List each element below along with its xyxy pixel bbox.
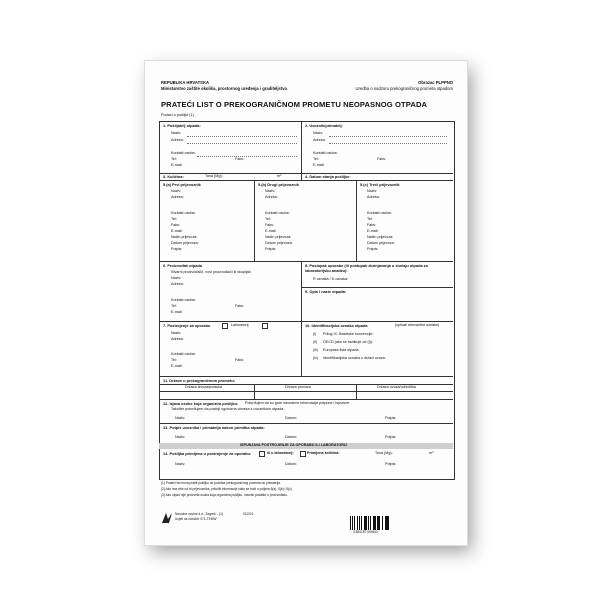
s1-email-label: E-mail: (171, 163, 183, 167)
section-13-title: 13. Potpis uvoznika / primatelja nakon primitka otpada: (163, 425, 265, 430)
section-12-title: 12. Izjava osobe koja organizira pošiljku: (163, 401, 239, 406)
s10-i-label: Prilog IX. Baselske konvencije: (323, 332, 374, 336)
section-14-title: 14. Pošiljka primljena u postrojenje za oporabu: (163, 451, 252, 456)
form-code: Obrazac PLPPNO (418, 80, 453, 85)
s1-kontakt-label: Kontakt osoba: (171, 151, 196, 155)
footnote-2: (2) Ako ima više od tri prijevoznika, priložiti informacije kako se traži u poljima 5(a), 5(b) i 5(c). (161, 487, 293, 491)
s5c-nacin-label: Način prijevoza: (367, 235, 394, 239)
s13-naziv-label: Naziv: (175, 435, 186, 439)
printer-line-2: Uvjeti na naručiti: 071-TEMW (175, 517, 217, 521)
s14-lab-checkbox[interactable] (300, 451, 306, 457)
section-9-title: 9. Opis i naziv otpada: (305, 289, 347, 294)
printer-code: 011021 (243, 512, 254, 516)
s3-m3-label: m³ (277, 174, 282, 178)
ministry-name: Ministarstvo zaštite okoliša, prostornog uređenja i graditeljstva (161, 86, 287, 91)
barcode-number: 3 850187 069403 (353, 530, 378, 534)
s3-tona-label: Tona (Mg): (205, 174, 223, 178)
recovery-facility-checkbox[interactable] (222, 323, 228, 329)
page-title: PRATEĆI LIST O PREKOGRANIČNOM PROMETU NEOPASNOG OTPADA (161, 100, 428, 109)
s14-qty-label: Primljena količina: (307, 451, 340, 455)
s5b-potpis-label: Potpis: (265, 247, 277, 251)
s12-statement-2: Također potvrđujem da postoji ugovorna obveza s uvoznikom otpada. (171, 407, 285, 411)
s5a-adresa-label: Adresa: (171, 195, 184, 199)
s2-naziv-label: Naziv: (313, 131, 324, 135)
facility-banner-text: ISPUNJAVA POSTROJENJE ZA OPORABU ILI LABORATORIJ (240, 443, 348, 448)
s2-faks-label: Faks: (377, 157, 387, 161)
s2-kontakt-label: Kontakt osoba: (313, 151, 338, 155)
s6-kontakt-label: Kontakt osoba: (171, 298, 196, 302)
s5c-datum-label: Datum prijevoza: (367, 241, 395, 245)
s5a-potpis-label: Potpis: (171, 247, 183, 251)
s13-datum-label: Datum: (285, 435, 297, 439)
section-11-title: 11. Države u prekograničnom prometu: (163, 378, 235, 383)
s5b-tel-label: Tel: (265, 217, 271, 221)
country-name: REPUBLIKA HRVATSKA (161, 80, 210, 85)
footnote-3: (3) Ako otpad nije proizvela osoba koja organizira pošiljku, navesti podatke o proizvođaču. (161, 493, 288, 497)
s6-naziv-label: Naziv: (171, 276, 182, 280)
s1-naziv-line[interactable] (187, 136, 297, 137)
s5b-datum-label: Datum prijevoza: (265, 241, 293, 245)
form-sheet (144, 60, 468, 546)
s12-datum-label: Datum: (285, 416, 297, 420)
s5a-datum-label: Datum prijevoza: (171, 241, 199, 245)
barcode-bar (389, 516, 391, 530)
section-5c-title: 5.(c) Treći prijevoznik (360, 182, 400, 187)
s7-adresa-label: Adresa: (171, 337, 184, 341)
s1-kontakt-line[interactable] (197, 156, 297, 157)
s2-naziv-line[interactable] (329, 136, 447, 137)
section-5a-title: 5.(a) Prvi prijevoznik (163, 182, 201, 187)
s10-sub: (upisati relevantne oznake) (395, 323, 440, 327)
s14-lab-label: ili u laboratorij: (267, 451, 294, 455)
s2-adresa-line[interactable] (329, 143, 447, 144)
s10-iv-label: Identifikacijska oznaka u državi uvoza: (323, 356, 386, 360)
printer-line-1: Narodne novine d.d., Zagreb – (1) (175, 512, 224, 516)
s12-statement-1: Potvrđujem da su gore navedene informacije potpune i ispravne. (245, 401, 351, 405)
regulation-name: Uredba o nadzoru prekograničnog prometa otpadom (355, 86, 453, 91)
s11-transit-country-header: Država provoza (285, 385, 311, 389)
s5b-adresa-label: Adresa: (265, 195, 278, 199)
barcode (350, 516, 408, 530)
s6-adresa-label: Adresa: (171, 282, 184, 286)
s5b-email-label: E-mail: (265, 229, 277, 233)
s2-adresa-label: Adresa: (313, 138, 326, 142)
s14-m3-label: m³ (429, 451, 434, 455)
footnote-1: (1) Prateći list mora pratiti pošiljku od početka prekograničnog prometa do primatelja. (161, 481, 281, 485)
s5a-nacin-label: Način prijevoza: (171, 235, 198, 239)
s6-faks-label: Faks: (235, 304, 245, 308)
s1-adresa-line[interactable] (187, 143, 297, 144)
s7-faks-label: Faks: (235, 358, 245, 362)
s5a-naziv-label: Naziv: (171, 189, 182, 193)
s2-tel-label: Tel: (313, 157, 319, 161)
s7-lab-label: Laboratorij (231, 323, 249, 327)
s5c-email-label: E-mail: (367, 229, 379, 233)
s14-potpis-label: Potpis: (385, 462, 397, 466)
s6-note: Stvarni proizvođač/i, novi proizvođač/i ili skupljač: (171, 270, 252, 274)
s5c-potpis-label: Potpis: (367, 247, 379, 251)
s10-i-mark: (i) (313, 332, 317, 336)
s5b-naziv-label: Naziv: (265, 189, 276, 193)
s10-iii-label: Europska lista otpada: (323, 348, 360, 352)
section-6-title: 6. Proizvođač otpada (163, 263, 202, 268)
section-2-title: 2. Uvoznik/primatelj: (305, 123, 343, 128)
s2-email-label: E-mail: (313, 163, 325, 167)
s1-tel-label: Tel: (171, 157, 177, 161)
s10-iv-mark: (iv) (313, 356, 319, 360)
s6-email-label: E-mail: (171, 310, 183, 314)
s1-adresa-label: Adresa: (171, 138, 184, 142)
s7-email-label: E-mail: (171, 364, 183, 368)
laboratory-checkbox[interactable] (262, 323, 268, 329)
s6-tel-label: Tel: (171, 304, 177, 308)
s7-naziv-label: Naziv: (171, 331, 182, 335)
s14-naziv-label: Naziv: (175, 462, 186, 466)
s10-iii-mark: (iii) (313, 348, 318, 352)
s8-code-label: R oznaka / D oznaka: (313, 277, 349, 281)
s5c-naziv-label: Naziv: (367, 189, 378, 193)
s5a-email-label: E-mail: (171, 229, 183, 233)
s5b-faks-label: Faks: (265, 223, 275, 227)
s5c-kontakt-label: Kontakt osoba: (367, 211, 392, 215)
s14-datum-label: Datum: (285, 462, 297, 466)
s5a-faks-label: Faks: (171, 223, 181, 227)
s12-naziv-label: Naziv: (175, 416, 186, 420)
s10-ii-mark: (ii) (313, 340, 318, 344)
s10-ii-label: OECD (ako se razlikuje od (i)): (323, 340, 373, 344)
section-10-title: 10. Identifikacijska oznaka otpada (305, 323, 368, 328)
s12-potpis-label: Potpis: (385, 416, 397, 420)
s13-potpis-label: Potpis: (385, 435, 397, 439)
s5c-tel-label: Tel: (367, 217, 373, 221)
shipment-note: Podaci o pošiljci (1) (161, 113, 194, 117)
section-1-title: 1. Pošiljatelj otpada: (163, 123, 201, 128)
section-3-title: 3. Količina: (163, 174, 184, 179)
section-8-title: 8. Postupak oporabe (ili postupak zbrinjavanja u slučaju otpada za laboratorijsku analizu): (305, 263, 428, 273)
s5b-kontakt-label: Kontakt osoba: (265, 211, 290, 215)
s5c-faks-label: Faks: (367, 223, 377, 227)
s11-export-country-header: Država izvoza/polaska (185, 385, 222, 389)
s7-kontakt-label: Kontakt osoba: (171, 352, 196, 356)
s14-tona-label: Tona (Mg): (375, 451, 393, 455)
s1-naziv-label: Naziv: (171, 131, 182, 135)
s11-import-country-header: Država uvoza/odredišta (377, 385, 416, 389)
s14-facility-checkbox[interactable] (259, 451, 265, 457)
s5c-adresa-label: Adresa: (367, 195, 380, 199)
section-5b-title: 5.(b) Drugi prijevoznik (258, 182, 299, 187)
s5b-nacin-label: Način prijevoza: (265, 235, 292, 239)
s1-faks-label: Faks: (235, 157, 245, 161)
printer-logo-icon (161, 512, 173, 524)
section-7-title: 7. Postrojenje za oporabu (163, 323, 211, 328)
s5a-tel-label: Tel: (171, 217, 177, 221)
s5a-kontakt-label: Kontakt osoba: (171, 211, 196, 215)
section-4-title: 4. Datum stanja pošiljke: (305, 174, 351, 179)
s7-tel-label: Tel: (171, 358, 177, 362)
